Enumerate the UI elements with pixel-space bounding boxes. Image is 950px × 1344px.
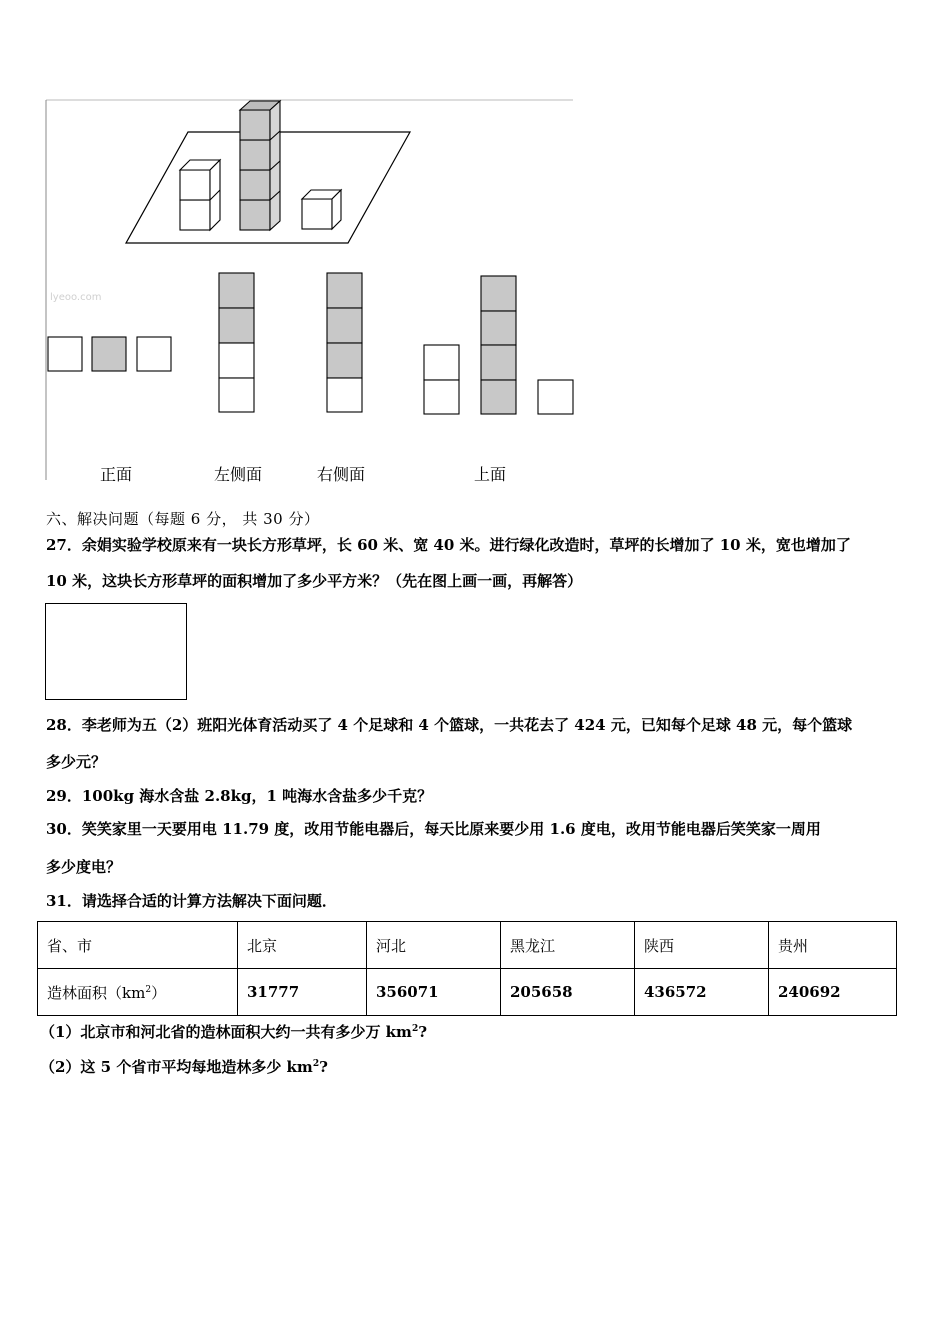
table-cell: 河北 bbox=[367, 922, 501, 969]
cube-single-right bbox=[302, 190, 341, 229]
question-27-line2: 10 米，这块长方形草坪的面积增加了多少平方米？（先在图上画一画，再解答） bbox=[46, 572, 583, 590]
question-30-line1: 30．笑笑家里一天要用电 11.79 度，改用节能电器后，每天比原来要少用 1.6 度电，改用节能电器后笑笑家一周用 bbox=[46, 820, 821, 838]
table-cell: 31777 bbox=[238, 969, 367, 1016]
right-side-view bbox=[327, 273, 362, 412]
question-27-line1: 27．余娟实验学校原来有一块长方形草坪，长 60 米、宽 40 米。进行绿化改造时，草坪的长增加了 10 米，宽也增加了 bbox=[46, 536, 851, 554]
table-row bbox=[38, 969, 897, 1016]
subquestion-1: （1）北京市和河北省的造林面积大约一共有多少万 $km^2$? bbox=[40, 1023, 427, 1041]
cube-views-figure bbox=[0, 0, 950, 500]
question-29: 29．100kg 海水含盐 2.8kg，1 吨海水含盐多少千克？ bbox=[46, 787, 433, 805]
lawn-rectangle bbox=[45, 603, 187, 700]
table-cell: 240692 bbox=[769, 969, 897, 1016]
table-row-label: 造林面积$(km^2)$ bbox=[38, 969, 238, 1016]
table-cell: 205658 bbox=[501, 969, 635, 1016]
section-title: 六、解决问题（每题 6 分， 共 30 分） bbox=[46, 510, 320, 528]
afforestation-table bbox=[37, 921, 897, 1016]
label-left-side: 左侧面 bbox=[214, 465, 263, 484]
table-header-row bbox=[38, 922, 897, 969]
cube-stack-left bbox=[180, 160, 220, 230]
label-right-side: 右侧面 bbox=[317, 465, 366, 484]
watermark: lyeoo.com bbox=[50, 292, 102, 303]
subquestion-2: （2）这 5 个省市平均每地造林多少 $km^2$? bbox=[40, 1058, 328, 1076]
table-cell: 北京 bbox=[238, 922, 367, 969]
cube-stack-middle bbox=[240, 101, 280, 230]
table-cell: 陕西 bbox=[635, 922, 769, 969]
question-28-line1: 28．李老师为五（2）班阳光体育活动买了 4 个足球和 4 个篮球，一共花去了 424 元，已知每个足球 48 元，每个篮球 bbox=[46, 716, 853, 734]
question-28-line2: 多少元？ bbox=[46, 753, 107, 771]
left-side-view bbox=[219, 273, 254, 412]
table-cell: 省、市 bbox=[38, 922, 238, 969]
table-cell: 436572 bbox=[635, 969, 769, 1016]
table-cell: 贵州 bbox=[769, 922, 897, 969]
question-30-line2: 多少度电？ bbox=[46, 858, 122, 876]
table-cell: 黑龙江 bbox=[501, 922, 635, 969]
label-front: 正面 bbox=[100, 465, 133, 484]
front-view bbox=[48, 337, 171, 371]
table-cell: 356071 bbox=[367, 969, 501, 1016]
top-view bbox=[424, 276, 573, 414]
question-31: 31．请选择合适的计算方法解决下面问题． bbox=[46, 892, 337, 910]
label-top: 上面 bbox=[474, 465, 507, 484]
